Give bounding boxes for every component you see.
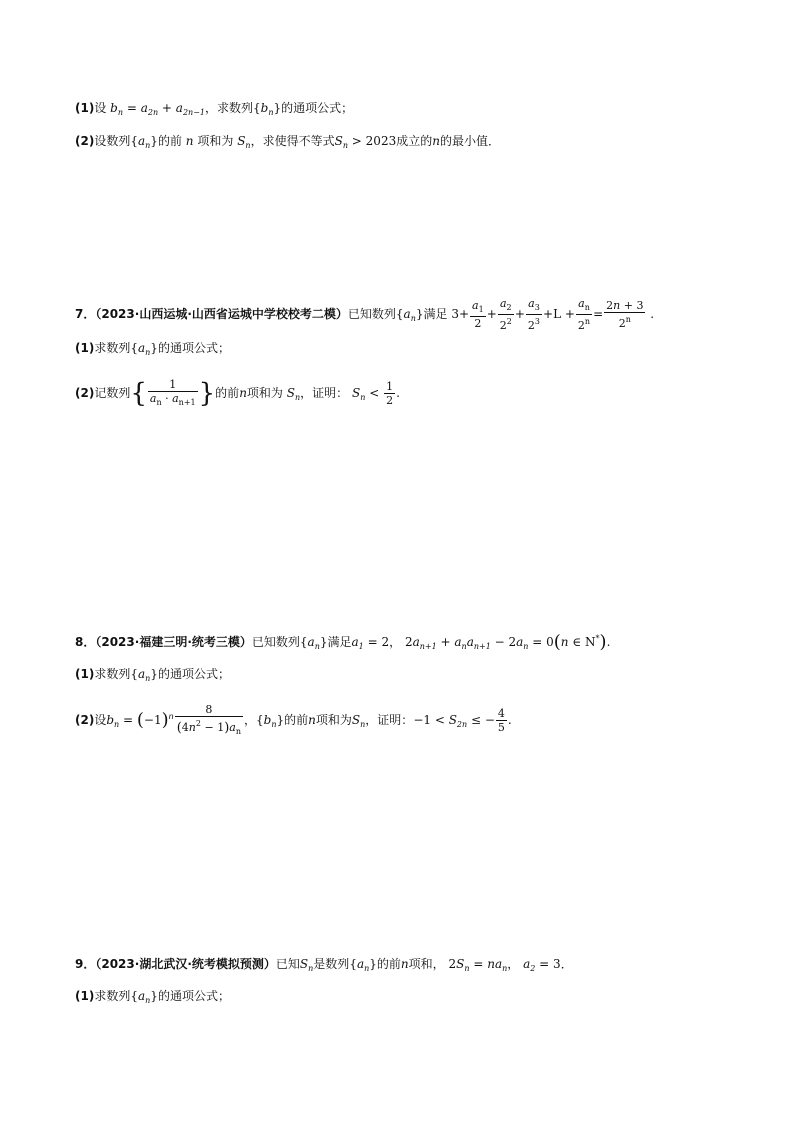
q8-condition-2: $2a_{n+1} + a_na_{n+1} - 2a_n = 0(n$ ∈ N*) <box>404 631 607 653</box>
q9-stem: 9．（2023·湖北武汉·统考模拟预测）已知$S_n$是数列$\{a_n\}$的前n项和， $2S_n = na_n$， $a_2 = 3$． <box>75 957 573 973</box>
q6-part2-n: n <box>185 134 194 148</box>
q7-part2-sequence-fraction: $\frac{1}{a_n \cdot a_{n+1}}$ <box>149 378 196 407</box>
q8-part2-inequality: −1 < <box>413 713 449 727</box>
q7-stem-formula: 3+ $\frac{a_1}{2}$ + $\frac{a_2}{2^2}$ + $\frac{a_3}{2^3}$ +L + $\frac{a_n}{2^n}$ = $\frac{2n + 3}{2^n}$ <box>451 297 644 332</box>
q6-part1-formula: $b_n$ <box>110 101 124 117</box>
q7-part2: (2)记数列{ $\frac{1}{a_n \cdot a_{n+1}}$ }的前n项和为 $S_n$，证明： $S_n$ < $\frac{1}{2}$ . <box>75 378 400 409</box>
q6-part1-prefix: (1) <box>75 101 95 115</box>
q6-part2-sn: $S_n$ <box>237 134 251 150</box>
q7-stem-prefix: 已知数列 <box>347 307 396 321</box>
q9-part1: (1)求数列$\{a_n\}$的通项公式； <box>75 989 230 1005</box>
q6-part1-mid: ，求数列 <box>205 101 254 115</box>
q8-source: （2023·福建三明·统考三模） <box>95 635 252 649</box>
q9-source: （2023·湖北武汉·统考模拟预测） <box>95 957 276 971</box>
q8-part2: (2)设$b_n = (-1)^n$ $\frac{8}{(4n^2 - 1)a_n}$ ，$\{b_n\}$的前n项和为$S_n$，证明：$-1 < S_{2n}$ ≤ − $\frac{4}{5}$ . <box>75 703 512 736</box>
q9-condition-1: $2S_n = na_n$ <box>448 957 508 973</box>
q8-condition-1: $a_1$ <box>351 635 364 651</box>
q7-part2-inequality: $S_n$ <box>352 386 366 402</box>
q7-number: 7． <box>75 307 96 321</box>
q9-number: 9． <box>75 957 96 971</box>
q6-part2-inequality: $S_n$ <box>334 134 348 150</box>
q9-condition-2: $a_2 = 3$ <box>523 957 561 973</box>
q8-stem: 8．（2023·福建三明·统考三模）已知数列$\{a_n\}$满足$a_1 = 2$， $2a_{n+1} + a_na_{n+1} - 2a_n = 0(n$ ∈ N*). <box>75 631 611 653</box>
q6-part1-suffix: 的通项公式； <box>281 101 354 115</box>
q8-part1: (1)求数列$\{a_n\}$的通项公式； <box>75 667 230 683</box>
q6-part2: (2)设数列$\{a_n\}$的前 n 项和为 $S_n$，求使得不等式$S_n > 2023$成立的n的最小值． <box>75 134 500 150</box>
q8-part2-bn-formula: $b_n = (-1)^n$ $\frac{8}{(4n^2 - 1)a_n}$ <box>106 703 241 736</box>
q7-stem: 7．（2023·山西运城·山西省运城中学校校考二模）已知数列$\{a_n\}$满足 3+ $\frac{a_1}{2}$ + $\frac{a_2}{2^2}$ + $\frac{a_3}{2^3}$ +L + $\frac{a_n}{2^n}$ = $\frac{2n + 3}{2^n}$ . <box>75 297 655 332</box>
q8-number: 8． <box>75 635 96 649</box>
q6-part1: (1)设 $b_n = a_{2n} + a_{2n-1}$，求数列$\{b_n\}$的通项公式； <box>75 101 354 117</box>
q7-source: （2023·山西运城·山西省运城中学校校考二模） <box>95 307 348 321</box>
q7-part1: (1)求数列$\{a_n\}$的通项公式； <box>75 341 230 357</box>
